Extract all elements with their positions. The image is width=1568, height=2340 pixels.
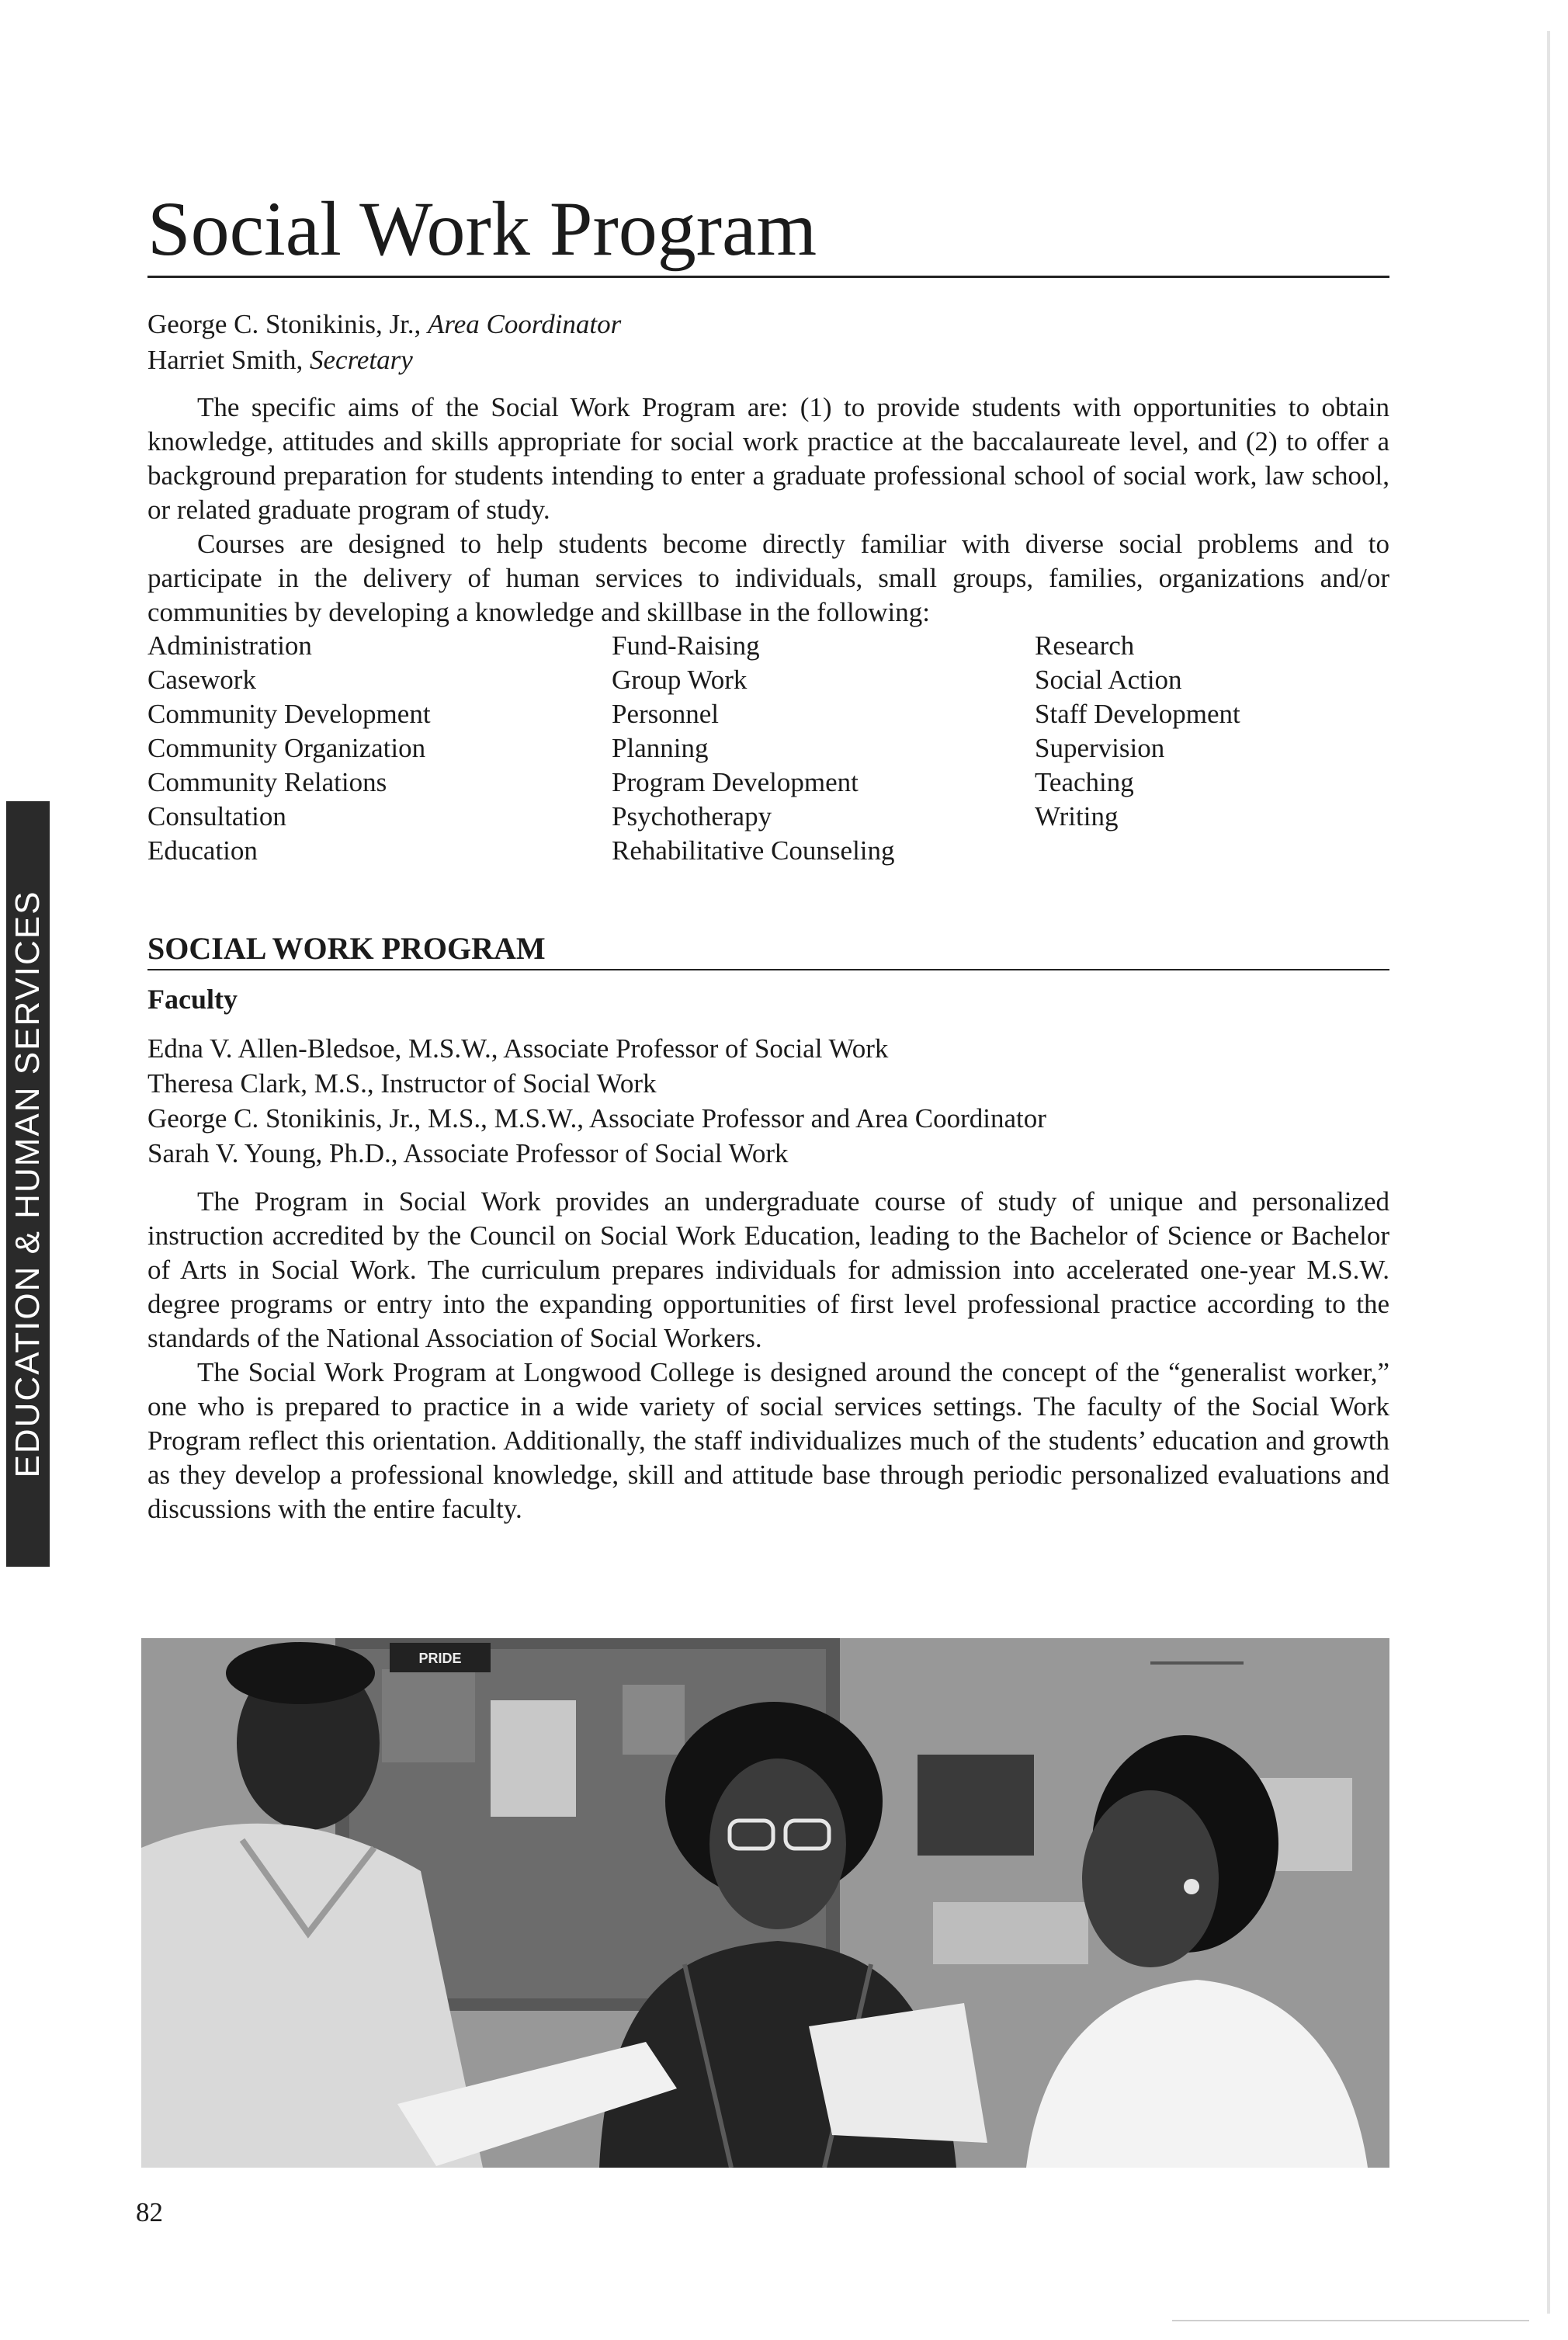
skill-item: Research bbox=[1035, 630, 1135, 661]
skill-item: Consultation bbox=[147, 801, 286, 831]
skill-item: Community Relations bbox=[147, 767, 387, 797]
program-description bbox=[147, 1185, 1389, 1526]
skill-item: Psychotherapy bbox=[612, 801, 772, 831]
staff-line bbox=[147, 342, 1389, 378]
staff-name: George C. Stonikinis, Jr., bbox=[147, 309, 428, 339]
skill-column bbox=[1035, 629, 1240, 834]
skill-item: Supervision bbox=[1035, 733, 1165, 763]
body-paragraph: The Program in Social Work provides an undergraduate course of study of unique and personalized instruction accredited by the Council on Social Work Education, leading to the Bachelor of Science or Bachelor of Arts in Social Work. The curriculum prepares individuals for admission into accelerated one-year M.S.W. degree programs or entry into the expanding opportunities of first level professional practice according to the standards of the National Association of Social Workers. bbox=[147, 1186, 1389, 1353]
skill-item: Social Action bbox=[1035, 665, 1182, 695]
faculty-member: George C. Stonikinis, Jr., M.S., M.S.W., Associate Professor and Area Coordinator bbox=[147, 1103, 1046, 1134]
staff-block bbox=[147, 307, 1389, 378]
side-tab bbox=[6, 801, 50, 1567]
skill-item: Planning bbox=[612, 733, 709, 763]
skill-item: Staff Development bbox=[1035, 699, 1240, 729]
intro-text bbox=[147, 391, 1389, 630]
skill-column bbox=[147, 629, 431, 868]
intro-paragraph: The specific aims of the Social Work Program are: (1) to provide students with opportunities to obtain knowledge, attitudes and skills appropriate for social work practice at the baccalaureate level, and (2) to offer a background preparation for students intending to enter a graduate professional school of social work, law school, or related graduate program of study. bbox=[147, 392, 1389, 525]
skill-item: Fund-Raising bbox=[612, 630, 760, 661]
faculty-member: Sarah V. Young, Ph.D., Associate Professor of Social Work bbox=[147, 1138, 789, 1168]
skill-item: Rehabilitative Counseling bbox=[612, 835, 895, 866]
faculty-heading: Faculty bbox=[147, 984, 238, 1015]
side-tab-label: EDUCATION & HUMAN SERVICES bbox=[9, 890, 47, 1478]
bottom-rule bbox=[1172, 2320, 1529, 2321]
body-paragraph: The Social Work Program at Longwood College is designed around the concept of the “generalist worker,” one who is prepared to practice in a wide variety of social services settings. The faculty of the Social Work Program reflect this orientation. Additionally, the staff individualizes much of the students’ education and growth as they develop a professional knowledge, skill and attitude base through periodic personalized evaluations and discussions with the entire faculty. bbox=[147, 1357, 1389, 1524]
page-edge-shadow bbox=[1547, 31, 1550, 2314]
staff-role: Secretary bbox=[310, 345, 413, 375]
photo-sign-text: PRIDE bbox=[418, 1651, 462, 1666]
skill-item: Group Work bbox=[612, 665, 748, 695]
skill-item: Personnel bbox=[612, 699, 720, 729]
page-number: 82 bbox=[136, 2197, 163, 2227]
skill-item: Administration bbox=[147, 630, 312, 661]
faculty-member: Edna V. Allen-Bledsoe, M.S.W., Associate Professor of Social Work bbox=[147, 1033, 889, 1064]
classroom-photo bbox=[141, 1638, 1389, 2168]
intro-paragraph: Courses are designed to help students become directly familiar with diverse social problems and to participate in the delivery of human services to individuals, small groups, families, organizations and/or communities by developing a knowledge and skillbase in the following: bbox=[147, 529, 1389, 627]
skill-item: Casework bbox=[147, 665, 256, 695]
classroom-photo-illustration bbox=[141, 1638, 1389, 2168]
staff-line bbox=[147, 307, 1389, 342]
skill-item: Writing bbox=[1035, 801, 1119, 831]
faculty-list bbox=[147, 1031, 1389, 1171]
page-title: Social Work Program bbox=[147, 186, 817, 272]
title-rule bbox=[147, 276, 1389, 278]
section-rule bbox=[147, 969, 1389, 970]
faculty-member: Theresa Clark, M.S., Instructor of Social Work bbox=[147, 1068, 657, 1099]
skill-item: Community Development bbox=[147, 699, 431, 729]
staff-name: Harriet Smith, bbox=[147, 345, 310, 375]
skill-item: Community Organization bbox=[147, 733, 426, 763]
skill-item: Education bbox=[147, 835, 258, 866]
skill-column bbox=[612, 629, 895, 868]
skill-item: Teaching bbox=[1035, 767, 1134, 797]
skill-item: Program Development bbox=[612, 767, 859, 797]
staff-role: Area Coordinator bbox=[428, 309, 622, 339]
section-title: SOCIAL WORK PROGRAM bbox=[147, 931, 546, 966]
